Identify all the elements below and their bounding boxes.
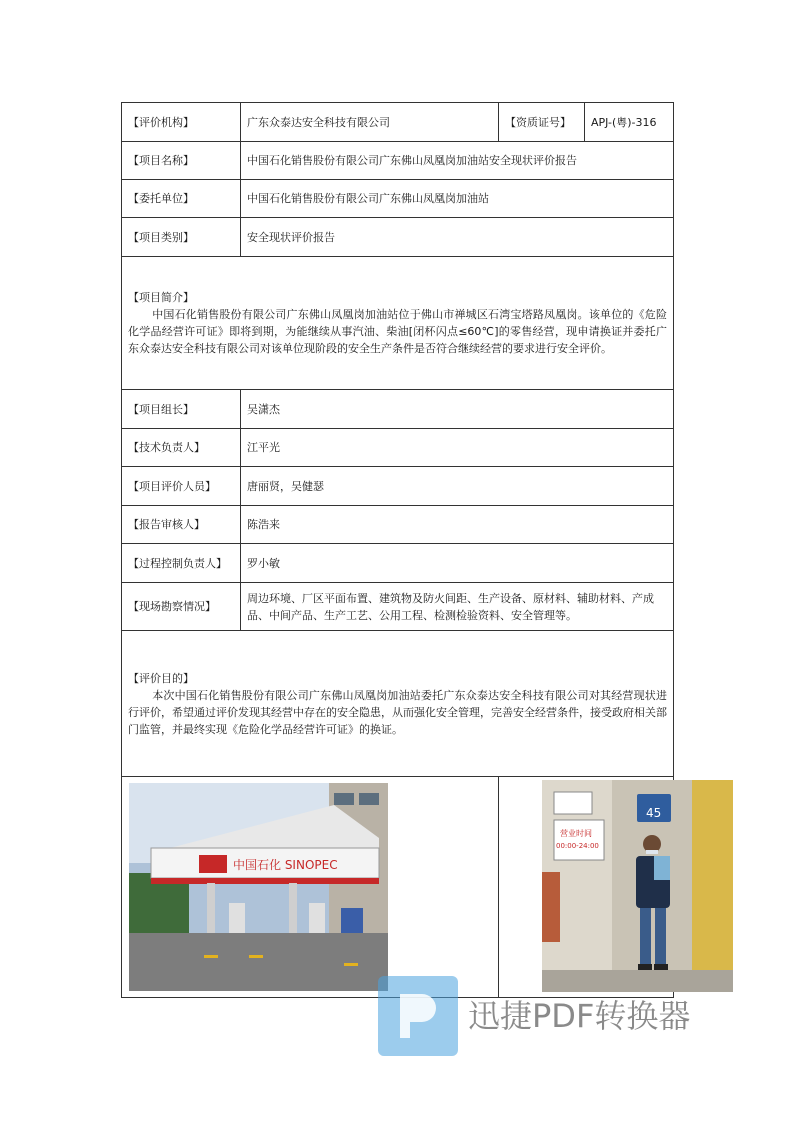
cert-label: 【资质证号】 (499, 103, 585, 142)
survey-label: 【现场勘察情况】 (122, 583, 241, 631)
evaluators-value: 唐丽贤，吴健瑟 (241, 467, 674, 506)
client-value: 中国石化销售股份有限公司广东佛山凤凰岗加油站 (241, 180, 674, 218)
gas-station-photo-image (129, 783, 388, 991)
person-photo-cell (499, 777, 674, 998)
purpose-label: 【评价目的】 (128, 671, 194, 685)
person-photo (542, 780, 733, 992)
process-label: 【过程控制负责人】 (122, 544, 241, 583)
hours-value-text: 00:00-24:00 (556, 842, 599, 850)
purpose-cell (122, 631, 674, 777)
tech-label: 【技术负责人】 (122, 429, 241, 467)
evaluators-label: 【项目评价人员】 (122, 467, 241, 506)
reviewer-label: 【报告审核人】 (122, 506, 241, 544)
agency-label: 【评价机构】 (122, 103, 241, 142)
station-photo (129, 783, 388, 991)
project-name-label: 【项目名称】 (122, 142, 241, 180)
process-value: 罗小敏 (241, 544, 674, 583)
project-name-value: 中国石化销售股份有限公司广东佛山凤凰岗加油站安全现状评价报告 (241, 142, 674, 180)
door-number-text: 45 (646, 806, 662, 820)
leader-label: 【项目组长】 (122, 390, 241, 429)
category-value: 安全现状评价报告 (241, 218, 674, 257)
watermark-text: 迅捷PDF转换器 (468, 997, 691, 1035)
client-label: 【委托单位】 (122, 180, 241, 218)
purpose-text: 本次中国石化销售股份有限公司广东佛山凤凰岗加油站委托广东众泰达安全科技有限公司对其经营现状进行评价，希望通过评价发现其经营中存在的安全隐患，从而强化安全管理，完善安全经营条件，接受政府相关部门监管，并最终实现《危险化学品经营许可证》的换证。 (128, 688, 667, 736)
pdf-converter-watermark (378, 976, 738, 1056)
project-intro-cell (122, 257, 674, 390)
tech-value: 江平光 (241, 429, 674, 467)
inspector-photo-image (542, 780, 733, 992)
category-label: 【项目类别】 (122, 218, 241, 257)
agency-value: 广东众泰达安全科技有限公司 (241, 103, 499, 142)
hours-title-text: 营业时间 (560, 829, 592, 838)
pdf-converter-logo-icon (378, 976, 458, 1056)
cert-value: APJ-(粤)-316 (585, 103, 674, 142)
report-info-table (121, 102, 674, 998)
station-sign-text: 中国石化 SINOPEC (233, 858, 338, 872)
station-photo-cell (122, 777, 499, 998)
intro-text: 中国石化销售股份有限公司广东佛山凤凰岗加油站位于佛山市禅城区石湾宝塔路凤凰岗。该单位的《危险化学品经营许可证》即将到期，为能继续从事汽油、柴油[闭杯闪点≤60℃]的零售经营，现申请换证并委托广东众泰达安全科技有限公司对该单位现阶段的安全生产条件是否符合继续经营的要求进行安全评价。 (128, 308, 667, 355)
intro-label: 【项目简介】 (128, 291, 194, 304)
survey-value: 周边环境、厂区平面布置、建筑物及防火间距、生产设备、原材料、辅助材料、产成品、中间产品、生产工艺、公用工程、检测检验资料、安全管理等。 (241, 583, 674, 631)
leader-value: 吴潇杰 (241, 390, 674, 429)
reviewer-value: 陈浩来 (241, 506, 674, 544)
